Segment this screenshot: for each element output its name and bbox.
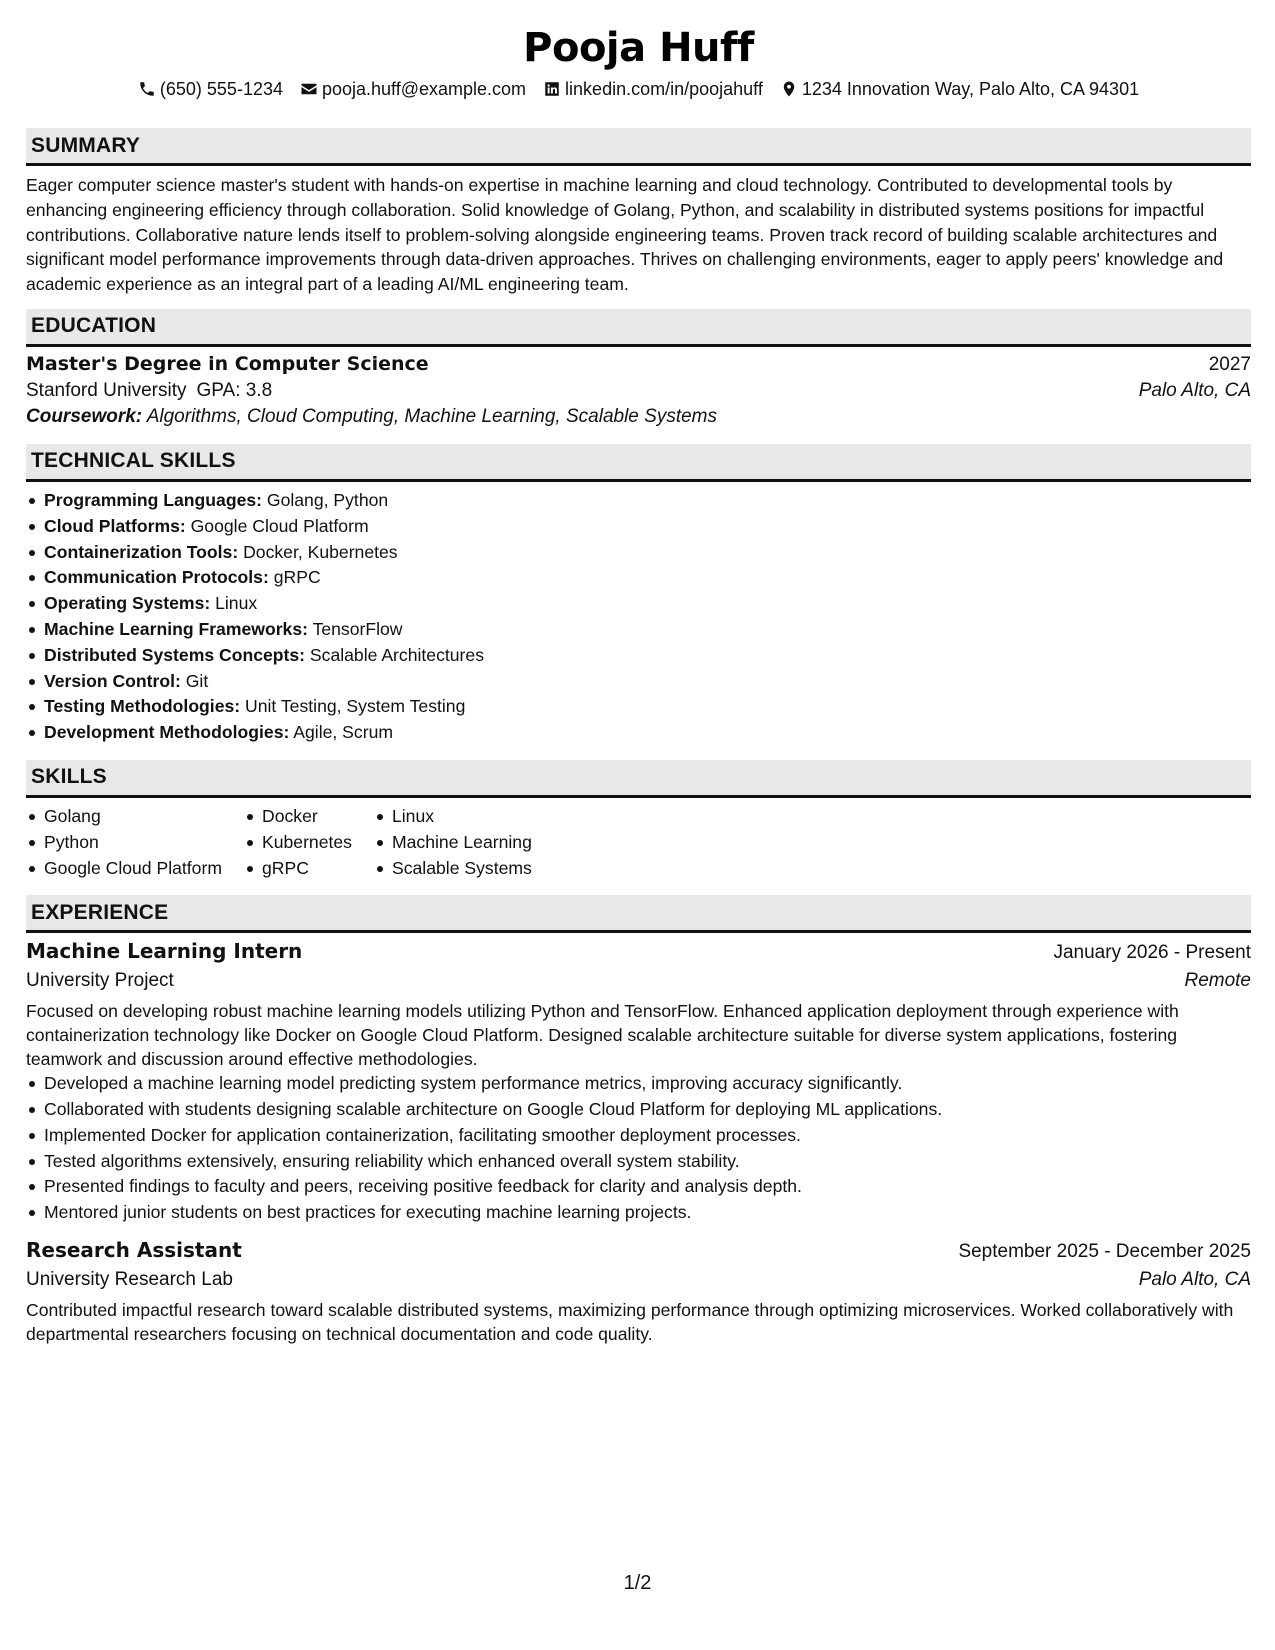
list-item	[26, 565, 1251, 591]
summary-title: SUMMARY	[31, 133, 141, 157]
list-item	[26, 514, 1251, 540]
degree-row	[26, 353, 1251, 376]
list-item: Presented findings to faculty and peers, receiving positive feedback for clarity and analysis depth.	[26, 1174, 1251, 1200]
list-item: Google Cloud Platform	[26, 856, 222, 882]
contact-email[interactable]	[300, 78, 526, 100]
gpa: GPA: 3.8	[196, 379, 273, 401]
job-entry	[26, 1238, 1251, 1346]
list-item: Scalable Systems	[374, 856, 532, 882]
job-organization: University Project	[26, 970, 174, 992]
contact-bar	[26, 78, 1251, 100]
skills-column	[26, 804, 222, 881]
skill-category: Containerization Tools:	[44, 541, 239, 562]
skill-category: Cloud Platforms:	[44, 515, 186, 536]
experience-title: EXPERIENCE	[31, 900, 169, 924]
contact-address	[780, 78, 1139, 100]
skill-category: Distributed Systems Concepts:	[44, 644, 306, 665]
coursework-label: Coursework:	[26, 405, 143, 427]
skill-value: Google Cloud Platform	[190, 515, 369, 536]
skill-category: Machine Learning Frameworks:	[44, 618, 308, 639]
envelope-icon	[300, 80, 318, 98]
job-title: Machine Learning Intern	[26, 939, 303, 964]
list-item	[26, 694, 1251, 720]
linkedin-icon	[543, 80, 561, 98]
email-text: pooja.huff@example.com	[321, 79, 527, 99]
job-title-row	[26, 1238, 1251, 1263]
experience-header	[26, 895, 1251, 933]
skill-value: Golang, Python	[266, 489, 389, 510]
job-title: Research Assistant	[26, 1237, 242, 1262]
skills-header	[26, 760, 1251, 798]
list-item	[26, 488, 1251, 514]
list-item: Python	[26, 830, 222, 856]
list-item: Collaborated with students designing scalable architecture on Google Cloud Platform for deploying ML applications.	[26, 1097, 1251, 1123]
list-item: Tested algorithms extensively, ensuring reliability which enhanced overall system stability.	[26, 1149, 1251, 1175]
list-item: Docker	[244, 804, 352, 830]
technical-skills-header	[26, 444, 1251, 482]
address-text: 1234 Innovation Way, Palo Alto, CA 94301	[801, 79, 1140, 99]
page-number: 1/2	[623, 1572, 652, 1594]
education-header	[26, 309, 1251, 347]
resume-page	[26, 0, 1251, 1346]
school-info	[26, 380, 272, 402]
contact-phone[interactable]	[138, 78, 283, 100]
graduation-year: 2027	[1208, 353, 1251, 375]
list-item	[26, 669, 1251, 695]
skills-column	[374, 804, 532, 881]
phone-text: (650) 555-1234	[159, 79, 283, 99]
job-title-row	[26, 939, 1251, 964]
skill-value: Docker, Kubernetes	[243, 541, 398, 562]
job-dates: January 2026 - Present	[1053, 942, 1251, 964]
technical-skills-list	[26, 488, 1251, 746]
job-entry	[26, 939, 1251, 1226]
list-item: Implemented Docker for application containerization, facilitating smoother deployment processes.	[26, 1123, 1251, 1149]
job-location: Remote	[1184, 970, 1251, 992]
job-org-row	[26, 1269, 1251, 1291]
school-location: Palo Alto, CA	[1138, 379, 1251, 401]
phone-icon	[138, 80, 156, 98]
job-org-row	[26, 970, 1251, 992]
candidate-name: Pooja Huff	[523, 25, 754, 71]
coursework-list: Algorithms, Cloud Computing, Machine Learning, Scalable Systems	[146, 405, 717, 427]
job-bullets	[26, 1071, 1251, 1226]
skills-column	[244, 804, 352, 881]
contact-linkedin[interactable]	[543, 78, 763, 100]
list-item	[26, 540, 1251, 566]
linkedin-text: linkedin.com/in/poojahuff	[565, 79, 763, 99]
education-entry	[26, 353, 1251, 428]
technical-skills-title: TECHNICAL SKILLS	[31, 449, 236, 473]
summary-text: Eager computer science master's student with hands-on expertise in machine learning and cloud technology. Contributed to developmental tools by enhancing engineering efficiency through collaboration. Solid knowledge of Golang, Python, and scalability in distributed systems positions for impactful contributions. Collaborative nature lends itself to problem-solving alongside engineering teams. Proven track record of building scalable architectures and significant model performance improvements through data-driven approaches. Thrives on challenging environments, eager to apply peers' knowledge and academic experience as an integral part of a leading AI/ML engineering team.	[26, 175, 1224, 295]
school-name: Stanford University	[26, 379, 187, 401]
skill-value: TensorFlow	[312, 618, 403, 639]
list-item	[26, 617, 1251, 643]
skill-value: Agile, Scrum	[293, 722, 394, 743]
school-row	[26, 380, 1251, 402]
skill-category: Programming Languages:	[44, 489, 262, 510]
skill-category: Communication Protocols:	[44, 567, 269, 588]
list-item: Mentored junior students on best practices for executing machine learning projects.	[26, 1200, 1251, 1226]
list-item	[26, 643, 1251, 669]
list-item: gRPC	[244, 856, 352, 882]
job-description: Contributed impactful research toward scalable distributed systems, maximizing performance through optimizing microservices. Worked collaboratively with departmental researchers focusing on technical documentation and code quality.	[26, 1299, 1234, 1344]
skill-category: Testing Methodologies:	[44, 696, 241, 717]
skill-value: Linux	[215, 593, 258, 614]
job-description: Focused on developing robust machine learning models utilizing Python and TensorFlow. Enhanced application deployment through experience with containerization technology like Docker on Google Cloud Platform. Designed scalable architecture suitable for diverse system applications, fostering teamwork and discussion around effective methodologies.	[26, 1001, 1179, 1069]
skill-category: Operating Systems:	[44, 593, 211, 614]
skill-category: Version Control:	[44, 670, 181, 691]
skill-category: Development Methodologies:	[44, 722, 290, 743]
list-item: Golang	[26, 804, 222, 830]
skill-value: Git	[185, 670, 209, 691]
job-dates: September 2025 - December 2025	[958, 1240, 1251, 1262]
job-organization: University Research Lab	[26, 1268, 233, 1290]
list-item	[26, 720, 1251, 746]
list-item: Machine Learning	[374, 830, 532, 856]
degree-name: Master's Degree in Computer Science	[26, 352, 429, 375]
skills-title: SKILLS	[31, 765, 107, 789]
skill-value: Unit Testing, System Testing	[245, 696, 466, 717]
map-pin-icon	[780, 80, 798, 98]
skills-columns	[26, 804, 1251, 881]
job-location: Palo Alto, CA	[1138, 1268, 1251, 1290]
list-item	[26, 591, 1251, 617]
list-item: Linux	[374, 804, 532, 830]
coursework	[26, 406, 1251, 428]
summary-header	[26, 128, 1251, 166]
list-item: Kubernetes	[244, 830, 352, 856]
skill-value: gRPC	[273, 567, 321, 588]
list-item: Developed a machine learning model predicting system performance metrics, improving accuracy significantly.	[26, 1071, 1251, 1097]
education-title: EDUCATION	[31, 314, 157, 338]
skill-value: Scalable Architectures	[309, 644, 484, 665]
